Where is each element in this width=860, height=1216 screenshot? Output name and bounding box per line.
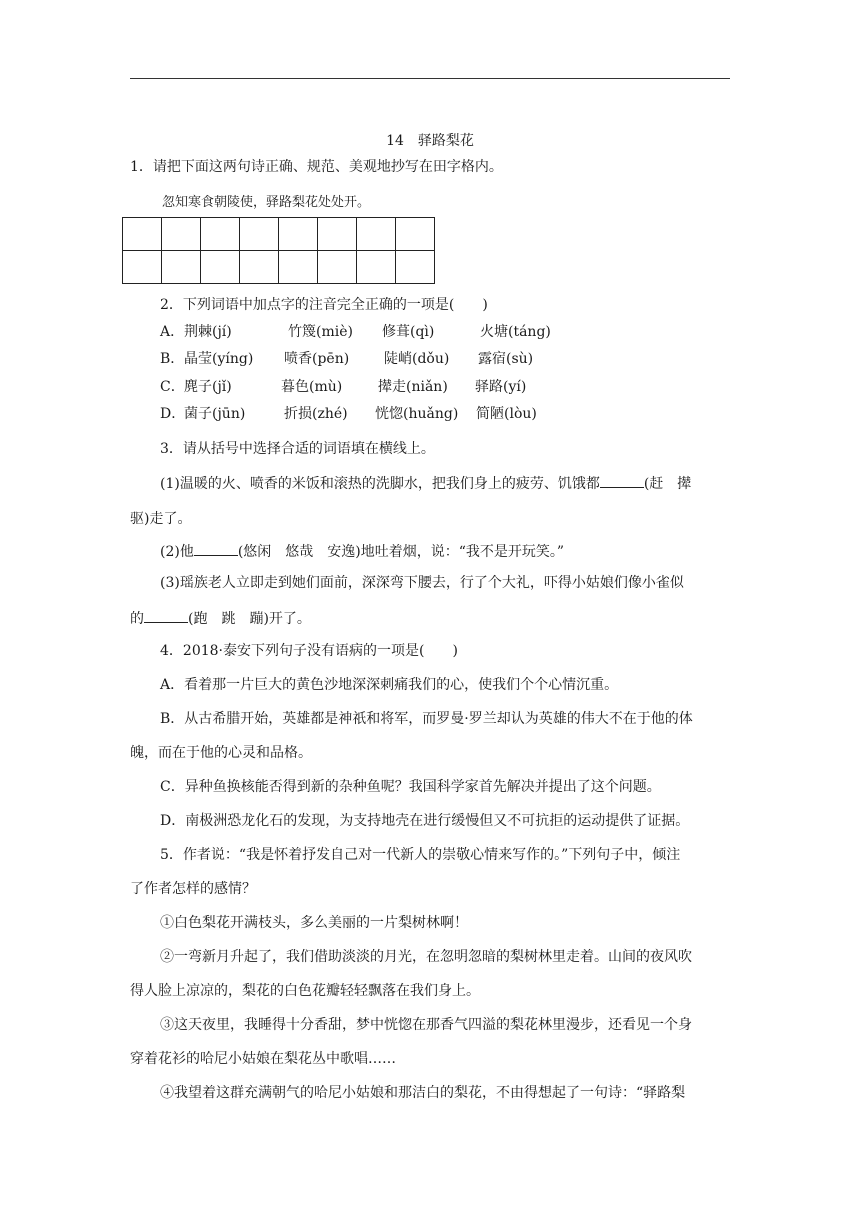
q2-option-c-item-4: 驿路(yí) bbox=[475, 379, 527, 395]
q2-option-c-item-3: 撵走(niǎn) bbox=[378, 379, 448, 395]
grid-cell[interactable] bbox=[279, 251, 318, 284]
grid-cell[interactable] bbox=[162, 218, 201, 251]
q2-option-d-item-4: 简陋(lòu) bbox=[476, 406, 537, 422]
q2-option-a-label: A． bbox=[160, 324, 185, 340]
q3-blank-3[interactable] bbox=[144, 608, 188, 623]
grid-cell[interactable] bbox=[318, 251, 357, 284]
grid-cell[interactable] bbox=[279, 218, 318, 251]
q3-s1-cont: 驱)走了。 bbox=[130, 511, 192, 527]
q2-option-d-item-3: 恍惚(huǎng) bbox=[375, 406, 459, 422]
q2-option-a-item-1: 荆棘(jí) bbox=[184, 324, 232, 340]
q3-sentence-3-cont bbox=[130, 608, 730, 628]
grid-cell[interactable] bbox=[240, 218, 279, 251]
header-rule bbox=[130, 78, 730, 79]
grid-cell[interactable] bbox=[123, 218, 162, 251]
q5-prompt-cont: 了作者怎样的感情？ bbox=[130, 881, 256, 897]
q2-option-d-item-1: 菌子(jūn) bbox=[184, 406, 246, 422]
q3-s1-text: (1)温暖的火、喷香的米饭和滚热的洗脚水，把我们身上的疲劳、饥饿都 bbox=[160, 476, 600, 492]
q4-option-b-cont: 魄，而在于他的心灵和品格。 bbox=[130, 745, 312, 761]
grid-cell[interactable] bbox=[396, 218, 435, 251]
q5-item-1: ①白色梨花开满枝头，多么美丽的一片梨树林啊！ bbox=[160, 915, 468, 931]
q5-item-4: ④我望着这群充满朝气的哈尼小姑娘和那洁白的梨花，不由得想起了一句诗：“驿路梨 bbox=[160, 1085, 686, 1101]
q3-s2-text: (2)他 bbox=[160, 544, 194, 560]
q2-option-b-item-4: 露宿(sù) bbox=[478, 351, 534, 367]
q1-prompt: 1．请把下面这两句诗正确、规范、美观地抄写在田字格内。 bbox=[130, 159, 503, 175]
q5-prompt: 5．作者说：“我是怀着抒发自己对一代新人的崇敬心情来写作的。”下列句子中，倾注 bbox=[160, 847, 681, 863]
q2-option-b-item-2: 喷香(pēn) bbox=[284, 351, 350, 367]
q3-sentence-3: (3)瑶族老人立即走到她们面前，深深弯下腰去，行了个大礼，吓得小姑娘们像小雀似 bbox=[160, 575, 684, 591]
q2-option-c-item-1: 麂子(jǐ) bbox=[184, 379, 232, 395]
q4-option-c: C．异种鱼换核能否得到新的杂种鱼呢？我国科学家首先解决并提出了这个问题。 bbox=[160, 779, 661, 795]
q3-sentence-1 bbox=[160, 473, 730, 493]
q4-option-d: D．南极洲恐龙化石的发现，为支持地壳在进行缓慢但又不可抗拒的运动提供了证据。 bbox=[160, 813, 690, 829]
q2-option-d-item-2: 折损(zhé) bbox=[284, 406, 348, 422]
grid-cell[interactable] bbox=[162, 251, 201, 284]
q3-s1-choices: (赶 撵 bbox=[643, 476, 692, 492]
grid-cell[interactable] bbox=[396, 251, 435, 284]
q2-option-c-label: C． bbox=[160, 379, 185, 395]
q3-sentence-2 bbox=[160, 541, 730, 561]
q2-option-b-item-1: 晶莹(yíng) bbox=[184, 351, 254, 367]
grid-cell[interactable] bbox=[201, 251, 240, 284]
tianzige-grid bbox=[122, 217, 435, 284]
q2-option-d-label: D． bbox=[160, 406, 186, 422]
q4-option-a: A．看着那一片巨大的黄色沙地深深刺痛我们的心，使我们个个心情沉重。 bbox=[160, 677, 619, 693]
q2-option-c-item-2: 暮色(mù) bbox=[281, 379, 343, 395]
q2-option-b-item-3: 陡峭(dǒu) bbox=[384, 351, 450, 367]
q3-s3-text: 的 bbox=[130, 611, 144, 627]
q3-s3-choices: (跑 跳 蹦)开了。 bbox=[188, 611, 311, 627]
q3-s2-choices: (悠闲 悠哉 安逸)地吐着烟，说：“我不是开玩笑。” bbox=[237, 544, 565, 560]
q2-prompt: 2．下列词语中加点字的注音完全正确的一项是( ) bbox=[160, 297, 488, 313]
q3-prompt: 3．请从括号中选择合适的词语填在横线上。 bbox=[160, 441, 435, 457]
page-title: 14 驿路梨花 bbox=[386, 133, 474, 149]
q2-option-b-label: B． bbox=[160, 351, 185, 367]
q4-option-b: B．从古希腊开始，英雄都是神祇和将军，而罗曼·罗兰却认为英雄的伟大不在于他的体 bbox=[160, 711, 693, 727]
q1-poem: 忽知寒食朝陵使，驿路梨花处处开。 bbox=[162, 195, 371, 210]
grid-cell[interactable] bbox=[357, 218, 396, 251]
q2-option-a-item-4: 火塘(táng) bbox=[480, 324, 551, 340]
q5-item-2: ②一弯新月升起了，我们借助淡淡的月光，在忽明忽暗的梨树林里走着。山间的夜风吹 bbox=[160, 949, 692, 965]
q4-prompt: 4．2018·泰安下列句子没有语病的一项是( ) bbox=[160, 643, 458, 659]
q3-blank-1[interactable] bbox=[600, 473, 644, 488]
grid-cell[interactable] bbox=[240, 251, 279, 284]
q3-blank-2[interactable] bbox=[194, 541, 238, 556]
grid-cell[interactable] bbox=[357, 251, 396, 284]
grid-cell[interactable] bbox=[123, 251, 162, 284]
q2-option-a-item-2: 竹篾(miè) bbox=[288, 324, 353, 340]
q5-item-2-cont: 得人脸上凉凉的，梨花的白色花瓣轻轻飘落在我们身上。 bbox=[130, 983, 480, 999]
q5-item-3: ③这天夜里，我睡得十分香甜，梦中恍惚在那香气四溢的梨花林里漫步，还看见一个身 bbox=[160, 1017, 692, 1033]
q5-item-3-cont: 穿着花衫的哈尼小姑娘在梨花丛中歌唱…… bbox=[130, 1051, 396, 1067]
q2-option-a-item-3: 修葺(qì) bbox=[382, 324, 435, 340]
grid-cell[interactable] bbox=[201, 218, 240, 251]
grid-cell[interactable] bbox=[318, 218, 357, 251]
